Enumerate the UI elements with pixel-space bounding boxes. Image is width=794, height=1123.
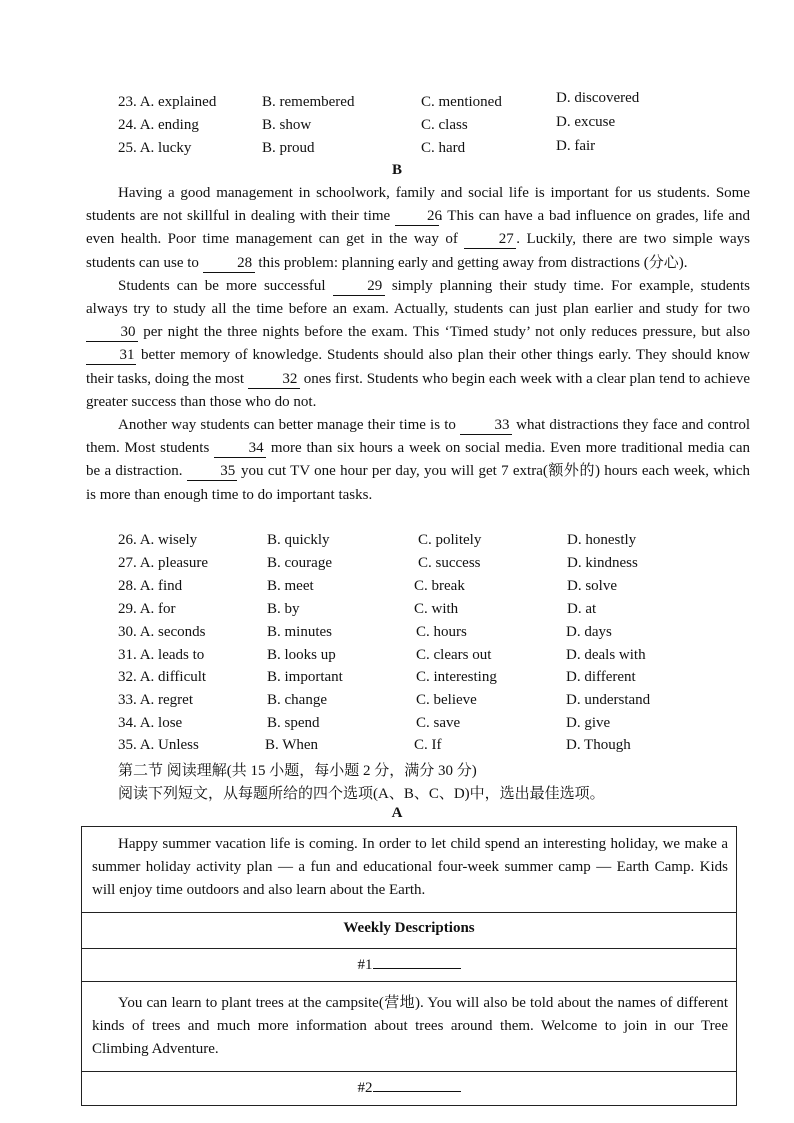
option-a: 29. A. for: [118, 601, 176, 617]
option-c: C. hard: [421, 140, 466, 156]
option-a: 27. A. pleasure: [118, 555, 208, 571]
option-d: D. give: [566, 715, 611, 731]
option-a: 33. A. regret: [118, 692, 193, 708]
week1-text: You can learn to plant trees at the campsite(营地). You will also be told about the names of different kinds of trees and much more information about trees around them. Welcome to join in our Tree Climbing Adventure.: [92, 995, 728, 1057]
option-row-26: [0, 532, 794, 554]
option-c: C. with: [414, 601, 459, 617]
option-row-28: [0, 578, 794, 600]
option-a: 24. A. ending: [118, 117, 199, 133]
option-d: D. days: [566, 624, 612, 640]
option-d: D. kindness: [567, 555, 638, 571]
week2-blank: [373, 1091, 461, 1092]
week1-text-cell: [82, 982, 736, 1072]
option-row-33: [0, 692, 794, 714]
option-a: 26. A. wisely: [118, 532, 198, 548]
option-b: B. looks up: [267, 647, 336, 663]
option-row-30: [0, 624, 794, 646]
option-c: C. interesting: [416, 669, 497, 685]
option-a: 23. A. explained: [118, 94, 217, 110]
option-row-23: [0, 90, 794, 116]
week2-label-cell: [82, 1072, 736, 1105]
section-heading-a: A: [391, 805, 403, 821]
blank-28: 28: [203, 254, 255, 273]
blank-27: 27: [464, 230, 516, 249]
option-b: B. by: [267, 601, 300, 617]
option-row-31: [0, 647, 794, 669]
paragraph-3: Another way students can better manage their time is to 33 what distractions they face and control them. Most students 34 more than six hours a week on social media. Even more traditional media can be a distraction. 35 you cut TV one hour per day, you will get 7 extra(额外的) hours each week, which is more than enough time to do important tasks.: [86, 417, 750, 503]
option-c: C. class: [421, 117, 468, 133]
option-row-25: [0, 140, 794, 162]
blank-31: 31: [86, 346, 136, 365]
option-b: B. show: [262, 117, 312, 133]
section-heading-b: B: [391, 162, 402, 178]
option-c: C. If: [414, 737, 442, 753]
option-c: C. break: [414, 578, 465, 594]
option-row-32: [0, 669, 794, 691]
blank-29: 29: [333, 277, 385, 296]
option-row-24: [0, 114, 794, 139]
option-b: B. minutes: [267, 624, 333, 640]
option-b: B. remembered: [262, 94, 355, 110]
table-title-cell: [82, 913, 736, 949]
option-a: 34. A. lose: [118, 715, 183, 731]
week1-label: #1: [357, 957, 373, 973]
option-c: C. politely: [418, 532, 482, 548]
section-instruction: 阅读下列短文，从每题所给的四个选项(A、B、C、D)中，选出最佳选项。: [118, 786, 605, 802]
option-row-27: [0, 555, 794, 577]
option-a: 25. A. lucky: [118, 140, 192, 156]
option-d: D. fair: [556, 138, 596, 154]
option-c: C. clears out: [416, 647, 492, 663]
option-d: D. Though: [566, 737, 631, 753]
option-b: B. meet: [267, 578, 314, 594]
paragraph-1: Having a good management in schoolwork, family and social life is important for us students. Some students are not skillful in dealing with their time 26. This can have a bad influence on grades, life and even health. Poor time management can get in the way of 27 . Luckily, there are two simple ways students can use to 28 this problem: planning early and getting away from distractions (分心).: [86, 185, 750, 271]
option-d: D. excuse: [556, 114, 616, 130]
option-c: C. hours: [416, 624, 467, 640]
option-row-35: [0, 737, 794, 759]
option-b: B. change: [267, 692, 327, 708]
week1-blank: [373, 968, 461, 969]
option-c: C. believe: [416, 692, 477, 708]
option-row-34: [0, 715, 794, 737]
blank-34: 34: [214, 439, 266, 458]
option-d: D. understand: [566, 692, 651, 708]
blank-33: 33: [460, 416, 512, 435]
blank-32: 32: [248, 370, 300, 389]
blank-30: 30: [86, 323, 138, 342]
option-a: 30. A. seconds: [118, 624, 206, 640]
option-a: 32. A. difficult: [118, 669, 207, 685]
option-b: B. proud: [262, 140, 315, 156]
option-d: D. different: [566, 669, 636, 685]
section-title: 第二节 阅读理解(共 15 小题，每小题 2 分，满分 30 分): [118, 763, 477, 779]
option-d: D. at: [567, 601, 597, 617]
option-b: B. important: [267, 669, 343, 685]
intro-cell: [82, 827, 736, 913]
week2-label: #2: [357, 1080, 373, 1096]
cloze-passage: [86, 182, 750, 507]
option-c: C. mentioned: [421, 94, 502, 110]
paragraph-2: Students can be more successful 29 simply planning their study time. For example, students always try to study all the time before an exam. Actually, students can just plan earlier and study for two 30 per night the three nights before the exam. This ‘Timed study’ not only reduces pressure, but also 31 better memory of knowledge. Students should also plan their other things early. They should know their tasks, doing the most 32 ones first. Students who begin each week with a clear plan tend to achieve greater success than those who do not.: [86, 277, 751, 410]
passage-a-box: [81, 826, 737, 1106]
option-d: D. honestly: [567, 532, 637, 548]
option-row-29: [0, 601, 794, 623]
blank-35: 35: [187, 462, 237, 481]
option-a: 31. A. leads to: [118, 647, 205, 663]
option-b: B. courage: [267, 555, 332, 571]
option-b: B. spend: [267, 715, 320, 731]
table-title: Weekly Descriptions: [343, 920, 475, 936]
option-a: 35. A. Unless: [118, 737, 199, 753]
option-d: D. discovered: [556, 90, 640, 106]
option-d: D. deals with: [566, 647, 646, 663]
option-c: C. success: [418, 555, 481, 571]
option-d: D. solve: [567, 578, 617, 594]
option-c: C. save: [416, 715, 461, 731]
blank-26: 26: [395, 207, 439, 226]
option-b: B. quickly: [267, 532, 330, 548]
option-a: 28. A. find: [118, 578, 183, 594]
week1-label-cell: [82, 949, 736, 982]
option-b: B. When: [265, 737, 319, 753]
intro-text: Happy summer vacation life is coming. In order to let child spend an interesting holiday, we make a summer holiday activity plan — a fun and educational four-week summer camp — Earth Camp. Kids will enjoy time outdoors and also learn about the Earth.: [92, 836, 728, 898]
